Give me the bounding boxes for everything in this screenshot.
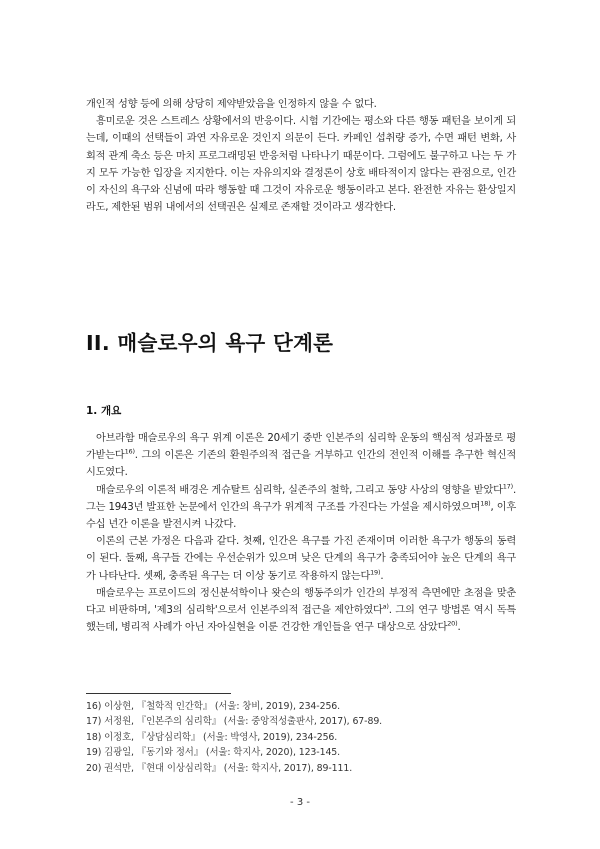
footnote-18: 18) 이정호, 『상담심리학』 (서울: 박영사, 2019), 234-256.: [86, 731, 338, 743]
text-run: . 그의 연구 방법론 역시 독특했는데, 병리적 사례가 아닌 자아실현을 이룬 건강한 개인들을 연구 대상으로 삼았다: [86, 605, 516, 634]
top-text-block: [86, 96, 516, 216]
subsection-title: 1. 개요: [86, 405, 122, 417]
footnote-divider: [86, 693, 231, 694]
text-run: , 이후 수십 년간 이론을 발전시켜 나갔다.: [86, 501, 516, 531]
text-run: 매슬로우는 프로이드의 정신분석학이나 왓슨의 행동주의가 인간의 부정적 측면에만 초점을 맞춘다고 비판하며, '제3의 심리학'으로서 인본주의적 접근을 제안하였다: [86, 587, 516, 617]
text-run: 이론의 근본 가정은 다음과 같다. 첫째, 인간은 욕구를 가진 존재이며 이러한 욕구가 행동의 동력이 된다. 둘째, 욕구들 간에는 우선순위가 있으며 낮은 단계의 욕구가 충족되어야 높은 단계의 욕구가 나타난다. 셋째, 충족된 욕구는 더 이상 동기로 작용하지 않는다: [86, 536, 516, 582]
text-run: . 그의 이론은 기존의 환원주의적 접근을 거부하고 인간의 전인적 이해를 추구한 혁신적 시도였다.: [86, 450, 516, 479]
footnote-19: 19) 김광일, 『동기와 정서』 (서울: 학지사, 2020), 123-145.: [86, 747, 341, 759]
footnote-marker: 20): [447, 619, 458, 628]
text-run: 아브라함 매슬로우의 욕구 위계 이론은 20세기 중반 인본주의 심리학 운동의 핵심적 성과물로 평가받는다: [86, 433, 516, 462]
footnote-marker: 19): [370, 568, 381, 577]
footnote-marker: a): [382, 602, 389, 611]
footnote-marker: 16): [124, 447, 135, 456]
text-run: 매슬로우의 이론적 배경은 게슈탈트 심리학, 실존주의 철학, 그리고 동양 사상의 영향을 받았다: [96, 484, 503, 496]
footnote-17: 17) 서정원, 『인본주의 심리학』 (서울: 중앙적성출판사, 2017), 67-89.: [86, 716, 383, 728]
paragraph-third-force: [86, 585, 516, 637]
section-text-block: [86, 430, 516, 636]
text-run: .: [380, 570, 384, 582]
footnote-20: 20) 권석만, 『현대 이상심리학』 (서울: 학지사, 2017), 89-111.: [86, 762, 353, 774]
footnote-16: 16) 이상현, 『철학적 인간학』 (서울: 창비, 2019), 234-256.: [86, 701, 341, 712]
text-run: .: [457, 622, 461, 634]
footnote-marker: 18): [480, 499, 491, 508]
page-number: - 3 -: [290, 797, 310, 808]
paragraph-stress-response: 흥미로운 것은 스트레스 상황에서의 반응이다. 시험 기간에는 평소와 다른 행동 패턴을 보이게 되는데, 이때의 선택들이 과연 자유로운 것인지 의문이 든다. 카페인 섭취량 증가, 수면 패턴 변화, 사회적 관계 축소 등은 마치 프로그래밍된 반응처럼 나타나기 때문이다. 그럼에도 불구하고 나는 두 가지 모두 가능한 입장을 지지한다. 이는 자유의지와 결정론이 상호 배타적이지 않다는 관점으로, 인간이 자신의 욕구와 신념에 따라 행동할 때 그것이 자유로운 행동이라고 본다. 완전한 자유는 환상일지라도, 제한된 범위 내에서의 선택권은 실제로 존재할 것이라고 생각한다.: [86, 116, 516, 214]
section-title: II. 매슬로우의 욕구 단계론: [86, 331, 334, 355]
paragraph-assumptions: [86, 533, 516, 585]
text-run: . 그는 1943년 발표한 논문에서 인간의 욕구가 위계적 구조를 가진다는 가설을 제시하였으며: [86, 484, 516, 513]
paragraph-background: [86, 482, 516, 534]
footnote-marker: 17): [502, 482, 513, 491]
paragraph-continued: 개인적 성향 등에 의해 상당히 제약받았음을 인정하지 않을 수 없다.: [86, 99, 377, 110]
footnotes: [86, 699, 516, 776]
paragraph-overview: [86, 430, 516, 482]
